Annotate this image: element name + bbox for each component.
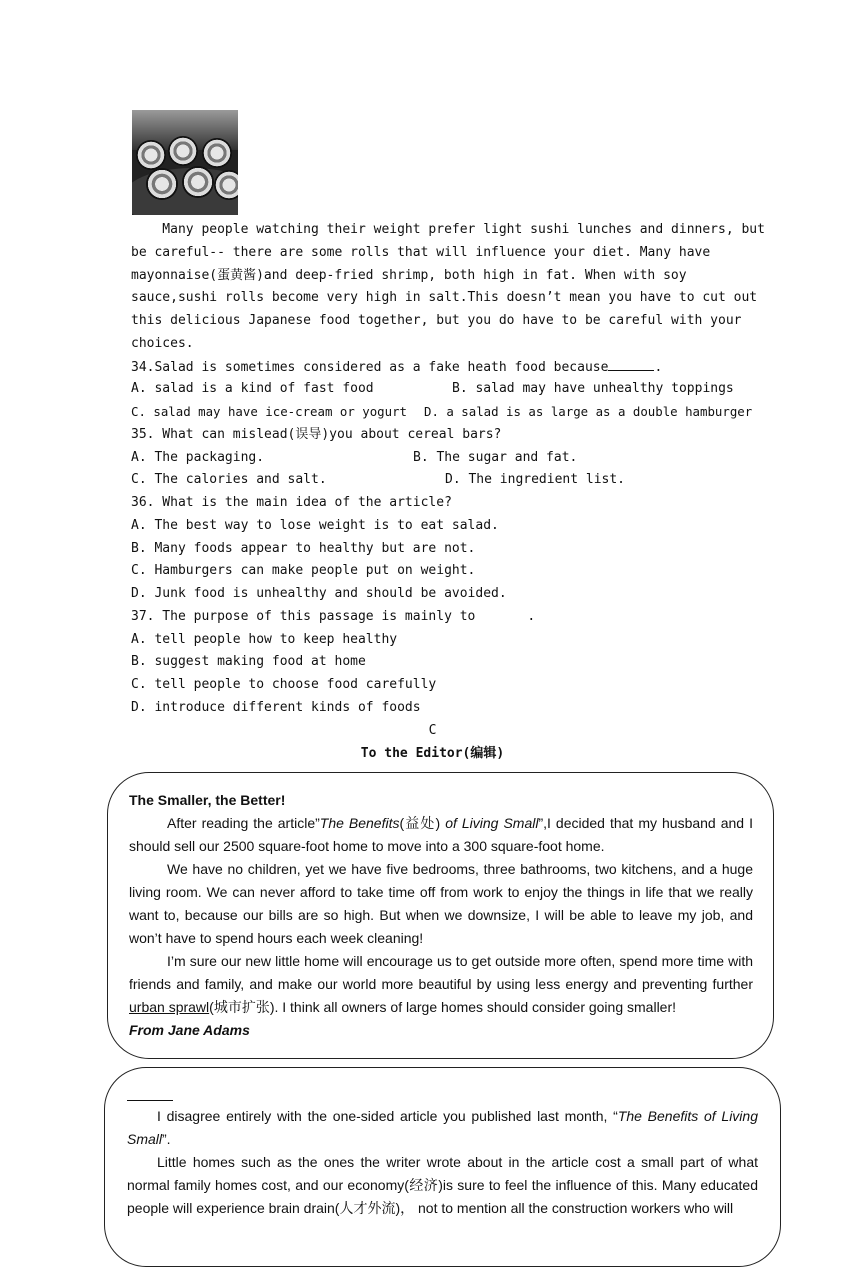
letter-2-paragraph-1: I disagree entirely with the one-sided article you published last month, “The Benefits of Living Small”. bbox=[127, 1108, 758, 1147]
letter-1-paragraph-3: I’m sure our new little home will encourage us to get outside more often, spend more time with friends and family, and make our world more beautiful by using less energy and preventing further urban sprawl(城市扩张). I think all owners of large homes should consider going smaller! bbox=[129, 953, 753, 1015]
letter-1-heading: The Smaller, the Better! bbox=[129, 792, 286, 808]
q37-option-b: B. suggest making food at home bbox=[131, 654, 366, 669]
q37-option-a: A. tell people how to keep healthy bbox=[131, 632, 398, 647]
passage-line-1: Many people watching their weight prefer light sushi lunches and dinners, but bbox=[131, 222, 765, 237]
passage-line-5: this delicious Japanese food together, but you do have to be careful with your bbox=[131, 313, 742, 328]
q37-option-c: C. tell people to choose food carefully bbox=[131, 677, 437, 692]
question-35-stem: 35. What can mislead(误导)you about cereal bars? bbox=[131, 427, 502, 442]
q35-option-b: B. The sugar and fat. bbox=[413, 450, 578, 465]
q36-option-c: C. Hamburgers can make people put on weight. bbox=[131, 563, 476, 578]
q36-option-d: D. Junk food is unhealthy and should be avoided. bbox=[131, 586, 507, 601]
sushi-photo bbox=[132, 110, 238, 215]
answer-blank bbox=[608, 358, 654, 371]
q37-option-d: D. introduce different kinds of foods bbox=[131, 700, 421, 715]
section-letter: C bbox=[428, 723, 437, 738]
section-title: To the Editor(编辑) bbox=[360, 746, 505, 761]
q35-option-d: D. The ingredient list. bbox=[445, 472, 626, 487]
passage-line-6: choices. bbox=[131, 336, 194, 351]
letter-1-signature: From Jane Adams bbox=[129, 1022, 250, 1038]
question-37: 37. The purpose of this passage is mainly to . bbox=[131, 609, 536, 624]
heading-blank bbox=[127, 1100, 173, 1101]
q34-option-a: A. salad is a kind of fast food bbox=[131, 381, 374, 396]
q34-option-d: D. a salad is as large as a double hamburger bbox=[424, 404, 753, 419]
letter-1-paragraph-1: After reading the article”The Benefits(益处) of Living Small”,I decided that my husband and I should sell our 2500 square-foot home to move into a 300 square-foot home. bbox=[129, 815, 753, 854]
question-37-stem: 37. The purpose of this passage is mainly to bbox=[131, 609, 476, 624]
letter-2-paragraph-2: Little homes such as the ones the writer wrote about in the article cost a small part of what normal family homes cost, and our economy(经济)is sure to feel the influence of this. Many educated people will experience brain drain(人才外流)， not to mention all the construction workers who will bbox=[127, 1154, 758, 1216]
q35-option-c: C. The calories and salt. bbox=[131, 472, 327, 487]
passage-line-2: be careful-- there are some rolls that will influence your diet. Many have bbox=[131, 245, 711, 260]
question-34: 34.Salad is sometimes considered as a fake heath food because . bbox=[131, 360, 663, 375]
q36-option-b: B. Many foods appear to healthy but are not. bbox=[131, 541, 476, 556]
passage-line-3: mayonnaise(蛋黄酱)and deep-fried shrimp, both high in fat. When with soy bbox=[131, 268, 687, 283]
letter-1 bbox=[129, 789, 753, 1042]
question-36-stem: 36. What is the main idea of the article? bbox=[131, 495, 452, 510]
q34-option-c: C. salad may have ice-cream or yogurt bbox=[131, 404, 408, 419]
letter-1-paragraph-2: We have no children, yet we have five bedrooms, three bathrooms, two kitchens, and a huge living room. We can never afford to take time off from work to enjoy the things in life that we really want to, because our bills are so high. But when we downsize, I will be able to leave my job, and won’t have to spend hours each week cleaning! bbox=[129, 861, 753, 946]
question-34-stem: 34.Salad is sometimes considered as a fake heath food because bbox=[131, 360, 609, 375]
q35-option-a: A. The packaging. bbox=[131, 450, 265, 465]
letter-2 bbox=[127, 1092, 758, 1220]
q34-option-b: B. salad may have unhealthy toppings bbox=[452, 381, 734, 396]
passage-line-4: sauce,sushi rolls become very high in salt.This doesn’t mean you have to cut out bbox=[131, 290, 758, 305]
q36-option-a: A. The best way to lose weight is to eat salad. bbox=[131, 518, 499, 533]
